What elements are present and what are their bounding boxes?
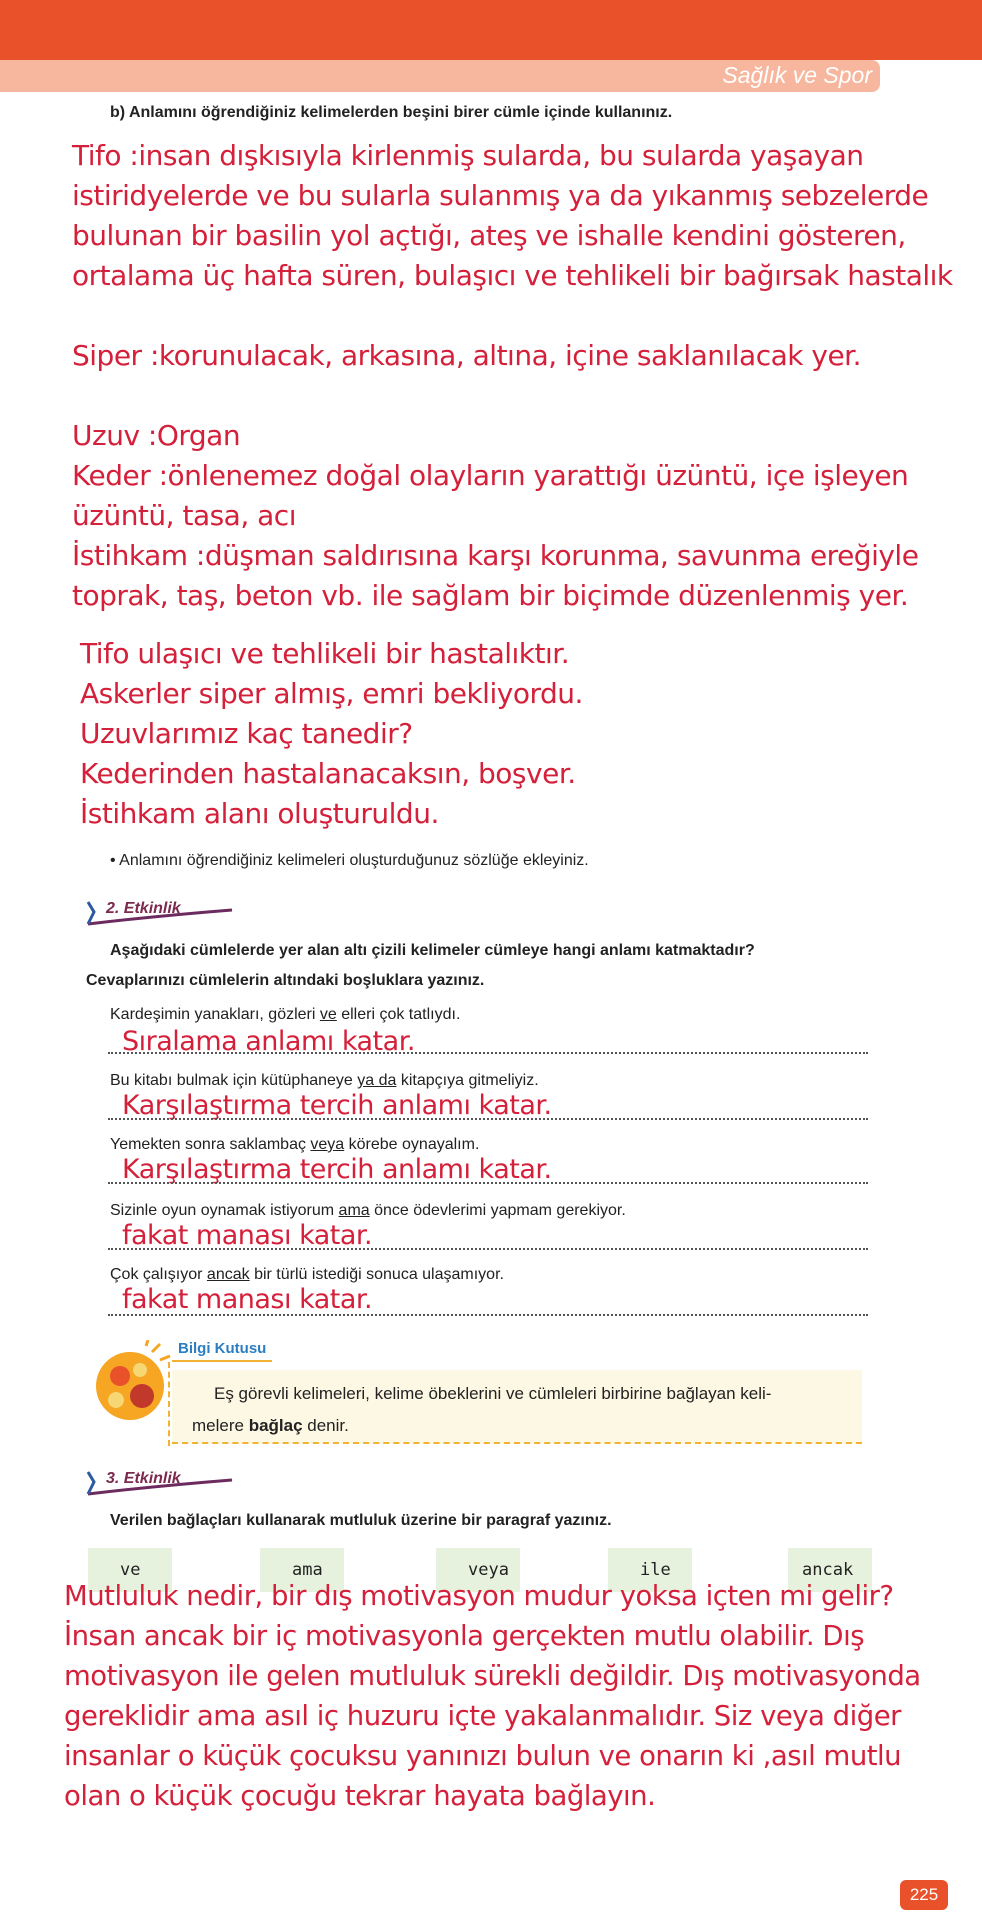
underlined-word: ya da	[357, 1072, 397, 1089]
sentence-part: kitapçıya gitmeliyiz.	[396, 1072, 539, 1089]
chip-label: ancak	[802, 1560, 854, 1580]
bilgi-kutusu-title: Bilgi Kutusu	[178, 1340, 267, 1357]
sentence-part: Çok çalışıyor	[110, 1266, 207, 1283]
bilgi-line-2	[192, 1410, 852, 1442]
sentence-line: Tifo ulaşıcı ve tehlikeli bir hastalıktır.	[80, 637, 570, 670]
paragraph-line: insanlar o küçük çocuksu yanınızı bulun ve onarın ki ,asıl mutlu	[64, 1740, 902, 1772]
definition-line: toprak, taş, beton vb. ile sağlam bir biçimde düzenlenmiş yer.	[72, 579, 909, 612]
etkinlik-2-question-2: Cevaplarınızı cümlelerin altındaki boşluklara yazınız.	[86, 972, 485, 989]
bilgi-text	[192, 1378, 852, 1442]
etkinlik-2-tag	[86, 896, 236, 930]
etkinlik-2-question-1: Aşağıdaki cümlelerde yer alan altı çizili kelimeler cümleye hangi anlamı katmaktadır?	[110, 942, 755, 959]
definition-line: bulunan bir basilin yol açtığı, ateş ve ishalle kendini gösteren,	[72, 219, 906, 252]
chapter-title: Sağlık ve Spor	[722, 62, 872, 88]
underlined-word: ama	[338, 1202, 370, 1219]
sentence-part: Yemekten sonra saklambaç	[110, 1136, 311, 1153]
etkinlik-3-label: 3. Etkinlik	[106, 1470, 181, 1487]
definition-line: İstihkam :düşman saldırısına karşı korunma, savunma ereğiyle	[72, 539, 919, 572]
definition-line: Uzuv :Organ	[72, 419, 241, 452]
underlined-word: ancak	[206, 1266, 250, 1283]
underlined-word: veya	[310, 1136, 345, 1153]
sentence-line: Kederinden hastalanacaksın, boşver.	[80, 757, 576, 790]
etkinlik-3-question: Verilen bağlaçları kullanarak mutluluk üzerine bir paragraf yazınız.	[110, 1512, 612, 1529]
sentence-part: körebe oynayalım.	[344, 1136, 480, 1153]
paragraph-line: motivasyon ile gelen mutluluk sürekli değildir. Dış motivasyonda	[64, 1660, 921, 1692]
bilgi-underline	[172, 1360, 272, 1362]
sentence-line: Uzuvlarımız kaç tanedir?	[80, 717, 413, 750]
answer-dotted-line	[108, 1052, 868, 1054]
bilgi-text-part: melere	[192, 1416, 249, 1435]
definition-line: Keder :önlenemez doğal olayların yarattığı üzüntü, içe işleyen	[72, 459, 909, 492]
definition-line	[72, 296, 953, 336]
definitions-block	[72, 136, 953, 616]
etkinlik-2-label: 2. Etkinlik	[106, 900, 181, 917]
bilgi-kutusu	[172, 1370, 862, 1444]
sentence-part: önce ödevlerimi yapmam gerekiyor.	[369, 1202, 626, 1219]
sentence-line: İstihkam alanı oluşturuldu.	[80, 797, 439, 830]
sentence-part: Kardeşimin yanakları, gözleri	[110, 1006, 320, 1023]
answer-line: fakat manası katar.	[122, 1220, 373, 1251]
paragraph-line: Mutluluk nedir, bir dış motivasyon mudur yoksa içten mi gelir?	[64, 1580, 894, 1612]
bilgi-text-part: denir.	[302, 1416, 349, 1435]
answer-dotted-line	[108, 1248, 868, 1250]
chip-label: ve	[120, 1560, 141, 1580]
section-b-instruction: b) Anlamını öğrendiğiniz kelimelerden beşini birer cümle içinde kullanınız.	[110, 104, 673, 121]
page-number: 225	[900, 1880, 948, 1910]
definition-line: ortalama üç hafta süren, bulaşıcı ve tehlikeli bir bağırsak hastalık	[72, 259, 953, 292]
paragraph-line: olan o küçük çocuğu tekrar hayata bağlayın.	[64, 1780, 656, 1812]
chip-label: ama	[292, 1560, 323, 1580]
bilgi-bold-word: bağlaç	[248, 1416, 303, 1435]
chip-label: veya	[468, 1560, 509, 1580]
sentences-block	[80, 634, 583, 834]
paragraph-line: gereklidir ama asıl iç huzuru içte yakalanmalıdır. Siz veya diğer	[64, 1700, 901, 1732]
sentence-part: Bu kitabı bulmak için kütüphaneye	[110, 1072, 358, 1089]
answer-line: Karşılaştırma tercih anlamı katar.	[122, 1154, 552, 1185]
sentence-part: Sizinle oyun oynamak istiyorum	[110, 1202, 339, 1219]
sentence-part: bir türlü istediği sonuca ulaşamıyor.	[249, 1266, 504, 1283]
chip-label: ile	[640, 1560, 671, 1580]
answer-dotted-line	[108, 1314, 868, 1316]
bilgi-dashed-border	[168, 1362, 170, 1446]
chapter-band	[0, 60, 880, 92]
definition-line: Siper :korunulacak, arkasına, altına, içine saklanılacak yer.	[72, 339, 862, 372]
bilgi-line-1: Eş görevli kelimeleri, kelime öbeklerini ve cümleleri birbirine bağlayan keli-	[214, 1384, 772, 1403]
answer-dotted-line	[108, 1118, 868, 1120]
sentence-line: Askerler siper almış, emri bekliyordu.	[80, 677, 583, 710]
definition-line: Tifo :insan dışkısıyla kirlenmiş sularda, bu sularda yaşayan	[72, 139, 864, 172]
sentence-part: elleri çok tatlıydı.	[336, 1006, 461, 1023]
underlined-word: ve	[319, 1006, 337, 1023]
paragraph-block	[64, 1576, 921, 1816]
definition-line	[72, 376, 953, 416]
answer-dotted-line	[108, 1182, 868, 1184]
lightbulb-icon	[90, 1340, 180, 1430]
answer-line: Sıralama anlamı katar.	[122, 1026, 415, 1057]
definition-line: istiridyelerde ve bu sularla sulanmış ya da yıkanmış sebzelerde	[72, 179, 929, 212]
answer-line: Karşılaştırma tercih anlamı katar.	[122, 1090, 552, 1121]
dictionary-note: • Anlamını öğrendiğiniz kelimeleri oluşturduğunuz sözlüğe ekleyiniz.	[110, 852, 589, 869]
paragraph-line: İnsan ancak bir iç motivasyonla gerçekten mutlu olabilir. Dış	[64, 1620, 865, 1652]
top-bar	[0, 0, 982, 60]
etkinlik-3-tag	[86, 1466, 236, 1500]
definition-line: üzüntü, tasa, acı	[72, 499, 296, 532]
answer-line: fakat manası katar.	[122, 1284, 373, 1315]
